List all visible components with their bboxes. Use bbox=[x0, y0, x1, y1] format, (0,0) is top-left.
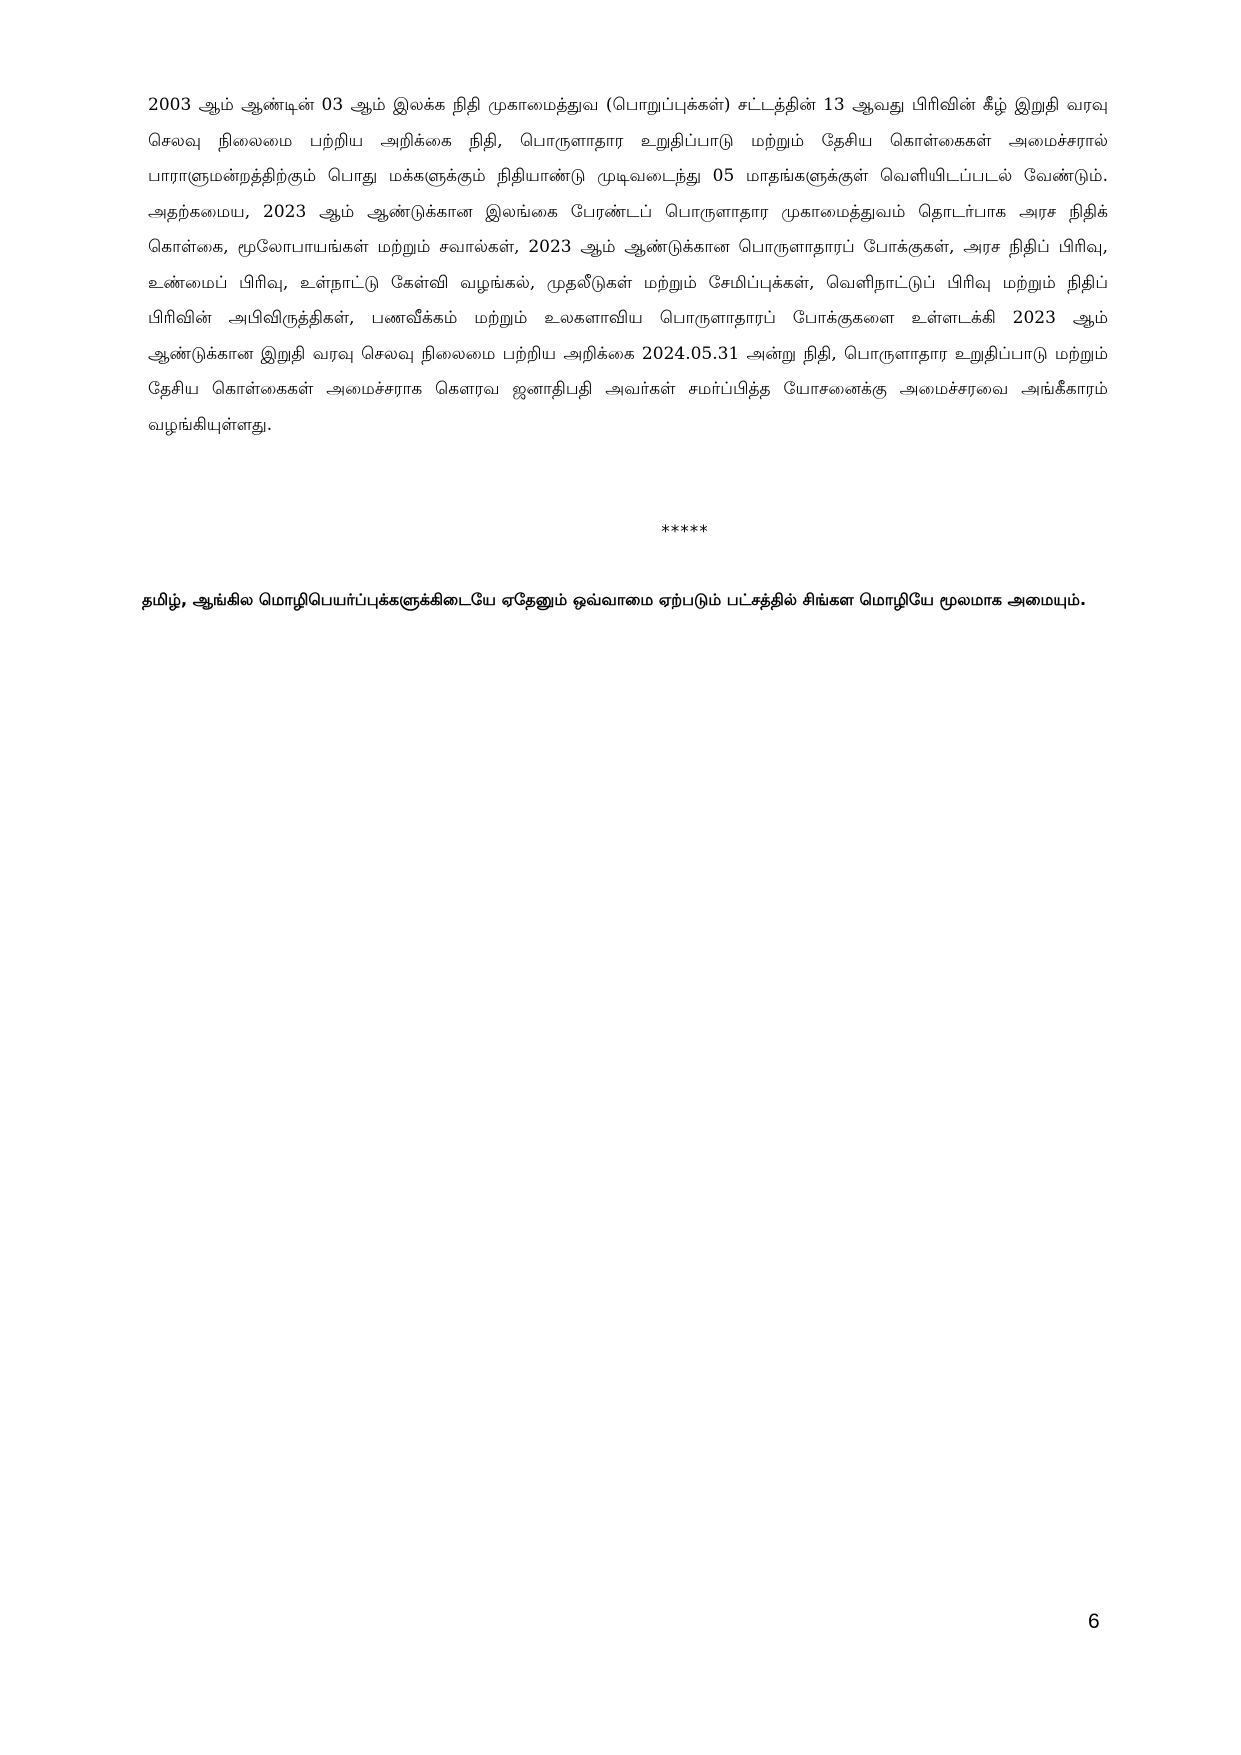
translation-disclaimer: தமிழ், ஆங்கில மொழிபெயர்ப்புக்களுக்கிடையே ஏதேனும் ஒவ்வாமை ஏற்படும் பட்சத்தில் சிங்கள மொழியே மூலமாக அமையும். bbox=[142, 590, 1087, 609]
page-number: 6 bbox=[1088, 1610, 1100, 1633]
section-separator: ***** bbox=[661, 522, 709, 542]
cabinet-decision-paragraph: 2003 ஆம் ஆண்டின் 03 ஆம் இலக்க நிதி முகாமைத்துவ (பொறுப்புக்கள்) சட்டத்தின் 13 ஆவது பிரிவின் கீழ் இறுதி வரவு செலவு நிலைமை பற்றிய அறிக்கை நிதி, பொருளாதார உறுதிப்பாடு மற்றும் தேசிய கொள்கைகள் அமைச்சரால் பாராளுமன்றத்திற்கும் பொது மக்களுக்கும் நிதியாண்டு முடிவடைந்து 05 மாதங்களுக்குள் வெளியிடப்படல் வேண்டும். அதற்கமைய, 2023 ஆம் ஆண்டுக்கான இலங்கை பேரண்டப் பொருளாதார முகாமைத்துவம் தொடர்பாக அரச நிதிக் கொள்கை, மூலோபாயங்கள் மற்றும் சவால்கள், 2023 ஆம் ஆண்டுக்கான பொருளாதாரப் போக்குகள், அரச நிதிப் பிரிவு, உண்மைப் பிரிவு, உள்நாட்டு கேள்வி வழங்கல், முதலீடுகள் மற்றும் சேமிப்புக்கள், வெளிநாட்டுப் பிரிவு மற்றும் நிதிப் பிரிவின் அபிவிருத்திகள், பணவீக்கம் மற்றும் உலகளாவிய பொருளாதாரப் போக்குகளை உள்ளடக்கி 2023 ஆம் ஆண்டுக்கான இறுதி வரவு செலவு நிலைமை பற்றிய அறிக்கை 2024.05.31 அன்று நிதி, பொருளாதார உறுதிப்பாடு மற்றும் தேசிய கொள்கைகள் அமைச்சராக கௌரவ ஜனாதிபதி அவர்கள் சமர்ப்பித்த யோசனைக்கு அமைச்சரவை அங்கீகாரம் வழங்கியுள்ளது. bbox=[148, 95, 1108, 435]
